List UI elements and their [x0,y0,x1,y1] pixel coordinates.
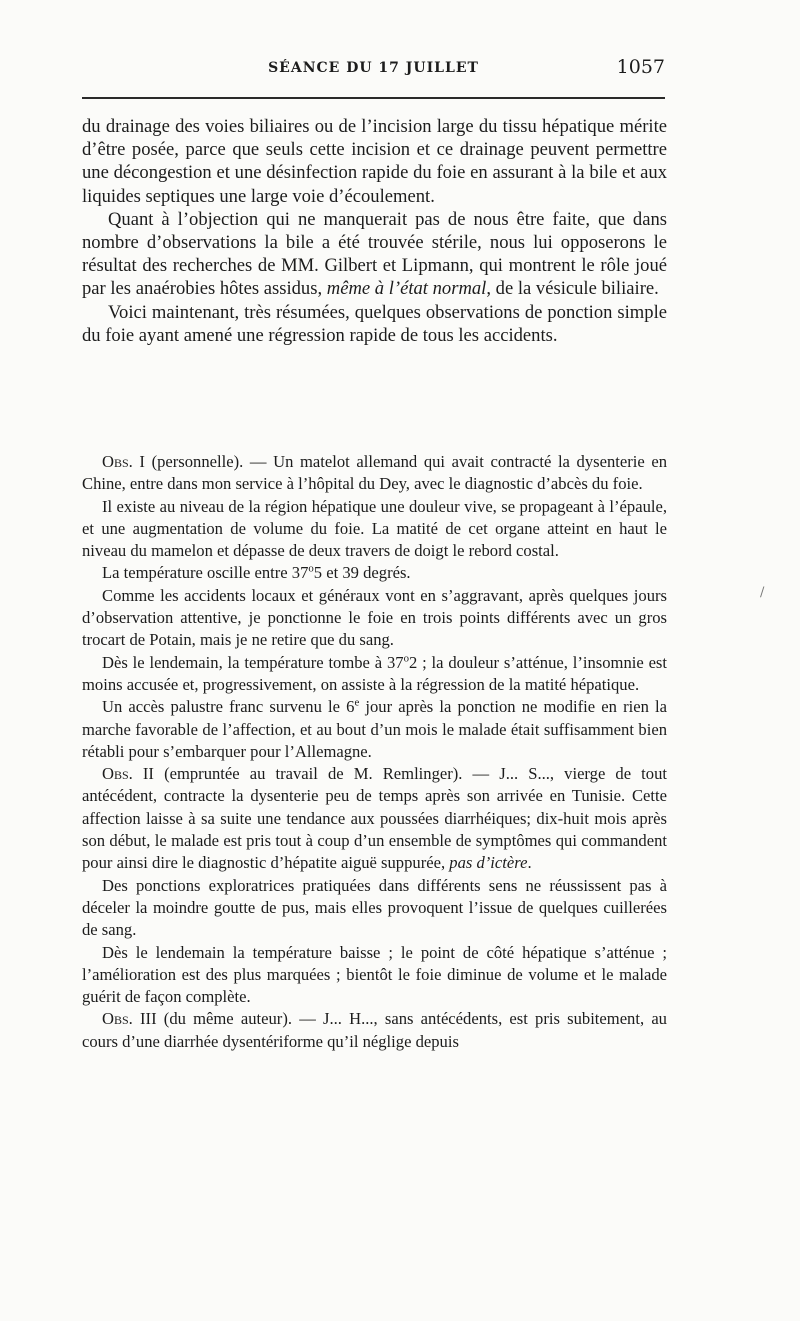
obs2-paragraph-3: Dès le lendemain la température baisse ; le point de côté hépatique s’atténue ; l’amélioration est des plus marquées ; bientôt le foie diminue de volume et le malade guérit de façon complète. [82,942,667,1007]
intro-paragraph-3: Voici maintenant, très résumées, quelques observations de ponction simple du foie ayant amené une régression rapide de tous les accidents. [82,301,667,346]
running-title: SÉANCE DU 17 JUILLET [268,60,479,76]
obs1-paragraph-5: Dès le lendemain, la température tombe à 37$^o$2 ; la douleur s’atténue, l’insomnie est moins accusée et, progressivement, on assiste à la régression de la matité hépatique. [82,652,667,694]
header-rule [82,97,665,99]
running-header [82,56,665,90]
obs3-paragraph-1: Obs. III (du même auteur). — J... H..., sans antécédents, est pris subitement, au cours d’une diarrhée dysentériforme qu’il néglige depuis [82,1009,667,1051]
intro-paragraph-1: du drainage des voies biliaires ou de l’incision large du tissu hépatique mérite d’être posée, parce que seuls cette incision et ce drainage peuvent permettre une décongestion et une désinfection rapide du foie en assurant à la bile et aux liquides septiques une large voie d’écoulement. [82,116,667,207]
obs1-paragraph-4: Comme les accidents locaux et généraux vont en s’aggravant, après quelques jours d’observation attentive, je ponctionne le foie en trois points différents avec un gros trocart de Potain, mais je ne retire que du sang. [82,585,667,650]
observations [82,451,667,1053]
obs1-paragraph-2: Il existe au niveau de la région hépatique une douleur vive, se propageant à l’épaule, et une augmentation de volume du foie. La matité de cet organe atteint en haut le niveau du mamelon et dépasse de deux travers de doigt le rebord costal. [82,496,667,561]
intro-paragraph-2: Quant à l’objection qui ne manquerait pas de nous être faite, que dans nombre d’observations la bile a été trouvée stérile, nous lui opposerons le résultat des recherches de MM. Gilbert et Lipmann, qui montrent le rôle joué par les anaérobies hôtes assidus, même à l’état normal, de la vésicule biliaire. [82,208,667,300]
obs1-label: Obs. I [102,452,145,471]
obs1-paragraph-6: Un accès palustre franc survenu le 6e jour après la ponction ne modifie en rien la marche favorable de l’affection, et au bout d’un mois le malade était suffisamment bien rétabli pour s’embarquer pour l’Allemagne. [82,696,667,761]
italic-phrase: même à l’état normal [326,278,487,300]
margin-mark: / [760,585,765,600]
page-number: 1057 [616,56,665,78]
obs3-label: Obs. III [102,1009,157,1029]
obs2-paragraph-2: Des ponctions exploratrices pratiquées dans différents sens ne réussissent pas à déceler la moindre goutte de pus, mais elles provoquent l’issue de quelques cuillerées de sang. [82,875,667,940]
italic-phrase: pas d’ictère [449,853,528,873]
obs1-paragraph-3: La température oscille entre 37$^o$5 et 39 degrés. [102,562,411,583]
intro-text [82,115,667,347]
obs2-paragraph-1: Obs. II (empruntée au travail de M. Remlinger). — J... S..., vierge de tout antécédent, contracte la dysenterie peu de temps après son arrivée en Tunisie. Cette affection laisse à sa suite une tendance aux poussées diarrhéiques; dix-huit mois après son début, le malade est pris tout à coup d’un ensemble de symptômes qui commandent pour ainsi dire le diagnostic d’hépatite aiguë suppurée, pas d’ictère. [82,764,667,873]
obs2-label: Obs. II [102,764,154,784]
obs1-paragraph-1: Obs. I (personnelle). — Un matelot allemand qui avait contracté la dysenterie en Chine, entre dans mon service à l’hôpital du Dey, avec le diagnostic d’abcès du foie. [82,452,668,494]
